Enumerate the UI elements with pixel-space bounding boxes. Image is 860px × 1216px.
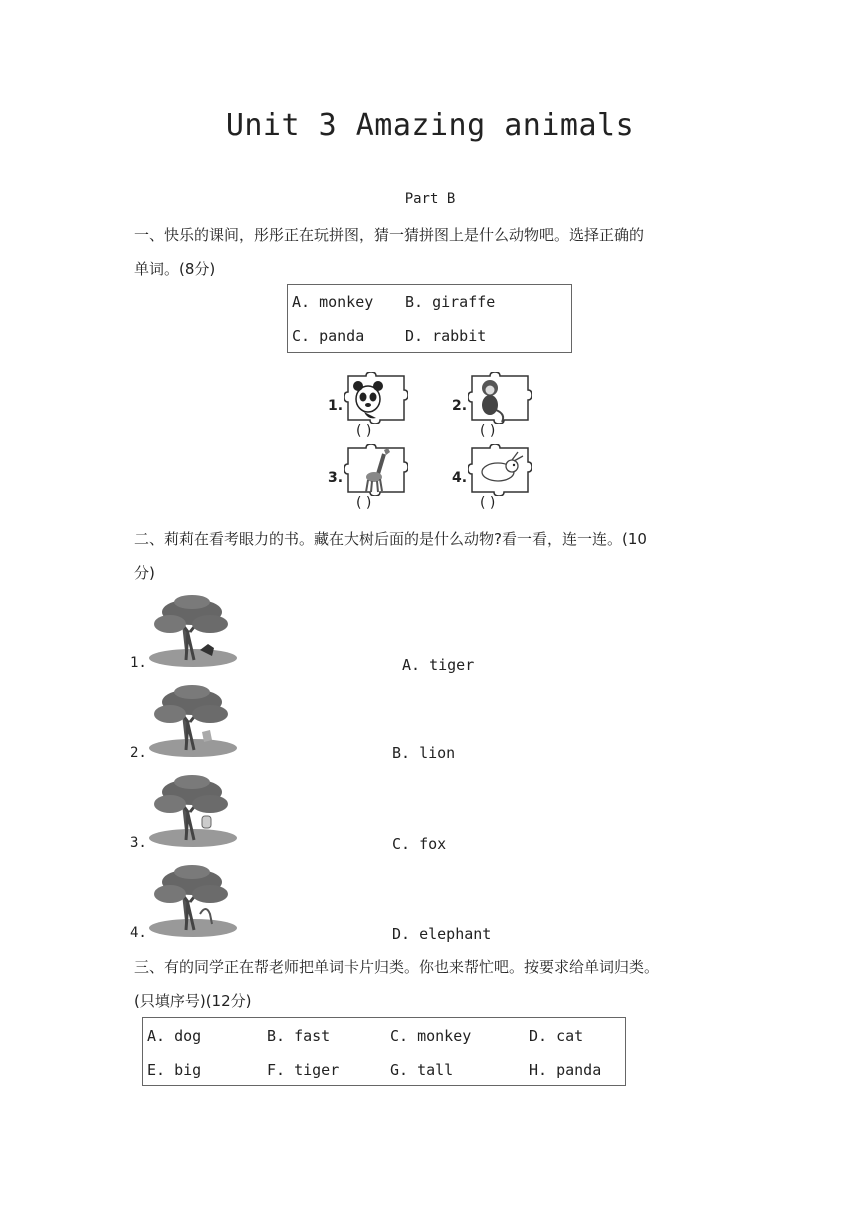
tree-row-number: 4. — [130, 925, 147, 941]
q1-line1: 一、快乐的课间，彤彤正在玩拼图，猜一猜拼图上是什么动物吧。选择正确的 — [134, 226, 645, 244]
tree-image — [148, 684, 238, 758]
puzzle-giraffe-image — [344, 444, 408, 496]
q1-option: A. monkey — [292, 293, 374, 311]
answer-paren[interactable]: ( ) — [480, 495, 496, 511]
q1-instruction — [134, 218, 734, 286]
puzzle-rabbit-image — [468, 444, 532, 496]
q1-option: D. rabbit — [405, 327, 487, 345]
q2-instruction — [134, 522, 734, 590]
puzzle-monkey-image — [468, 372, 532, 424]
word-card: D. cat — [529, 1027, 584, 1045]
tree-image — [148, 594, 238, 668]
q1-option: B. giraffe — [405, 293, 496, 311]
tree-row-number: 1. — [130, 655, 147, 671]
answer-paren[interactable]: ( ) — [480, 423, 496, 439]
tree-image — [148, 774, 238, 848]
part-label: Part B — [404, 191, 456, 207]
tree-row-number: 3. — [130, 835, 147, 851]
q3-word-box — [142, 1017, 626, 1086]
q3-instruction — [134, 950, 734, 1018]
animal-option: A. tiger — [402, 656, 475, 674]
q1-option-box — [287, 284, 572, 353]
animal-option: C. fox — [392, 835, 447, 853]
q1-line2: 单词。(8分) — [134, 260, 216, 278]
word-card: G. tall — [390, 1061, 454, 1079]
puzzle-label: 1. — [328, 398, 344, 414]
answer-paren[interactable]: ( ) — [356, 423, 372, 439]
puzzle-label: 2. — [452, 398, 468, 414]
q2-line1: 二、莉莉在看考眼力的书。藏在大树后面的是什么动物?看一看，连一连。(10 — [134, 530, 647, 548]
puzzle-label: 3. — [328, 470, 344, 486]
tree-row-number: 2. — [130, 745, 147, 761]
q2-line2: 分) — [134, 564, 155, 582]
word-card: B. fast — [267, 1027, 331, 1045]
word-card: E. big — [147, 1061, 202, 1079]
q3-line1: 三、有的同学正在帮老师把单词卡片归类。你也来帮忙吧。按要求给单词归类。 — [134, 958, 660, 976]
animal-option: D. elephant — [392, 925, 492, 943]
animal-option: B. lion — [392, 744, 456, 762]
word-card: H. panda — [529, 1061, 602, 1079]
word-card: A. dog — [147, 1027, 202, 1045]
word-card: C. monkey — [390, 1027, 472, 1045]
puzzle-panda-image — [344, 372, 408, 424]
q3-line2: (只填序号)(12分) — [134, 992, 252, 1010]
answer-paren[interactable]: ( ) — [356, 495, 372, 511]
page-title: Unit 3 Amazing animals — [225, 108, 635, 143]
puzzle-label: 4. — [452, 470, 468, 486]
q1-option: C. panda — [292, 327, 365, 345]
tree-image — [148, 864, 238, 938]
word-card: F. tiger — [267, 1061, 340, 1079]
